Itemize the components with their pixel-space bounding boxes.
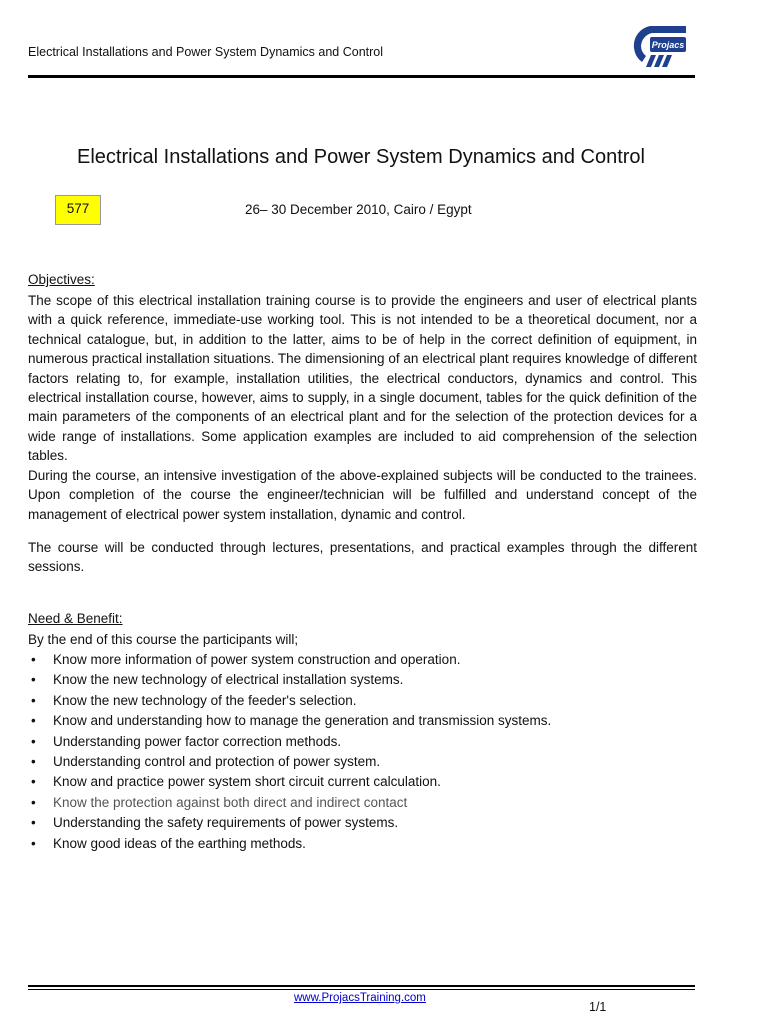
- benefits-list: [28, 650, 697, 854]
- date-location: 26– 30 December 2010, Cairo / Egypt: [245, 202, 472, 217]
- objectives-heading: Objectives:: [28, 272, 95, 287]
- bullet-icon: •: [31, 733, 36, 749]
- list-item: • Understanding the safety requirements of power systems.: [28, 813, 697, 833]
- document-title: Electrical Installations and Power System Dynamics and Control: [76, 146, 646, 168]
- list-item: • Understanding power factor correction methods.: [28, 732, 697, 752]
- need-benefit-intro: By the end of this course the participants will;: [28, 632, 299, 647]
- objectives-paragraph-3: The course will be conducted through lectures, presentations, and practical examples through the different sessions.: [28, 540, 697, 575]
- need-benefit-heading: Need & Benefit:: [28, 611, 123, 626]
- objectives-paragraph-1: The scope of this electrical installation training course is to provide the engineers and user of electrical plants with a quick reference, immediate-use working tool. This is not intended to be a theoretical document, nor a technical catalogue, but, in addition to the latter, aims to be of help in the correct definition of equipment, in numerous practical installation situations. The dimensioning of an electrical plant requires knowledge of different factors relating to, for example, installation utilities, the electrical conductors, dynamics and control. This electrical installation course, however, aims to supply, in a single document, tables for the quick definition of the main parameters of the components of an electrical plant and for the selection of the protection devices for a wide range of installations. Some application examples are included to aid comprehension of the selection tables.: [28, 293, 697, 464]
- list-item: • Know the protection against both direct and indirect contact: [28, 793, 697, 813]
- list-item: • Know and understanding how to manage the generation and transmission systems.: [28, 711, 697, 731]
- header-divider: [28, 75, 695, 78]
- bullet-icon: •: [31, 754, 36, 770]
- list-item: • Know the new technology of the feeder's selection.: [28, 691, 697, 711]
- list-item: • Know and practice power system short circuit current calculation.: [28, 772, 697, 792]
- projacs-logo: [628, 22, 688, 68]
- footer-divider: [28, 985, 695, 987]
- footer-divider-thin: [28, 989, 695, 990]
- bullet-icon: •: [31, 652, 36, 667]
- header-title: Electrical Installations and Power System Dynamics and Control: [28, 45, 384, 59]
- list-item: • Know more information of power system construction and operation.: [28, 650, 697, 670]
- bullet-icon: •: [31, 835, 36, 851]
- bullet-icon: •: [31, 774, 36, 790]
- footer-website-link[interactable]: www.ProjacsTraining.com: [294, 992, 426, 1004]
- bullet-icon: •: [31, 794, 36, 810]
- bullet-icon: •: [31, 692, 36, 708]
- objectives-paragraph-2: During the course, an intensive investigation of the above-explained subjects will be conducted to the trainees. Upon completion of the course the engineer/technician will be fulfilled and understand concept of the management of electrical power system installation, dynamic and control.: [28, 468, 697, 522]
- bullet-icon: •: [31, 713, 36, 729]
- list-item: • Know the new technology of electrical installation systems.: [28, 670, 697, 690]
- svg-text:Projacs: Projacs: [651, 40, 685, 50]
- course-code-badge: 577: [55, 195, 101, 225]
- bullet-icon: •: [31, 815, 36, 831]
- list-item: • Know good ideas of the earthing methods.: [28, 834, 697, 854]
- list-item: • Understanding control and protection of power system.: [28, 752, 697, 772]
- bullet-icon: •: [31, 672, 36, 688]
- page-number: 1/1: [589, 1000, 607, 1014]
